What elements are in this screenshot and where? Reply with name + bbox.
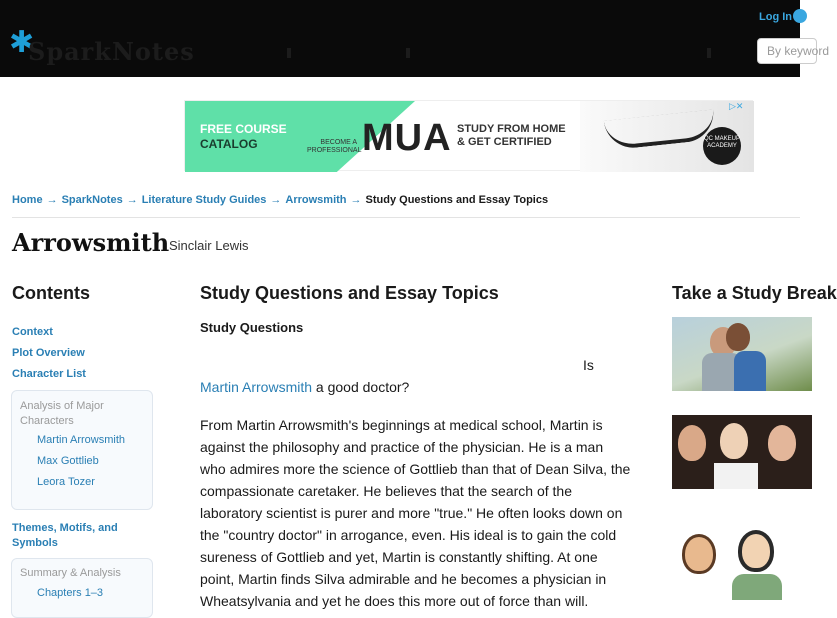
ad-study-text: STUDY FROM HOME & GET CERTIFIED: [457, 123, 566, 148]
search-input[interactable]: By keyword: [757, 38, 817, 64]
breadcrumb-home[interactable]: Home: [12, 194, 43, 206]
illustration-image: [682, 534, 716, 574]
breadcrumb-arrowsmith[interactable]: Arrowsmith: [285, 194, 347, 206]
section-heading: Study Questions: [200, 320, 304, 335]
nav-divider: [406, 48, 410, 58]
advertisement-banner[interactable]: [184, 100, 753, 171]
sidebar-group-summary: [11, 558, 153, 618]
sidebar-item-character-list[interactable]: Character List: [12, 368, 86, 380]
illustration-image: [732, 574, 782, 600]
breadcrumb-arrow-icon: →: [126, 194, 138, 206]
person-image: [768, 425, 796, 461]
breadcrumb-literature-guides[interactable]: Literature Study Guides: [141, 194, 267, 206]
ad-free-course-text: FREE COURSE CATALOG: [200, 122, 287, 151]
illustration-image: [738, 530, 774, 572]
ad-choices-icon[interactable]: ▷✕: [729, 101, 744, 111]
person-image: [726, 323, 750, 351]
question-character-link[interactable]: Martin Arrowsmith: [200, 379, 313, 395]
nav-divider: [287, 48, 291, 58]
sidebar-group-heading[interactable]: Analysis of Major Characters: [20, 400, 104, 427]
breadcrumb: [12, 194, 548, 206]
answer-paragraph: From Martin Arrowsmith's beginnings at medical school, Martin is against the philosophy and practice of the physician. He is a man who admires more the science of Gottlieb than that of Dean Silva, the compassionate caretaker. He believes that the search of the laboratory scientist is purer and more "true." He often looks down on the "country doctor" in arrogance, even. His ideal is to gain the cold sureness of Gottlieb and yet, Martin is constantly shifting. At one point, Martin finds Silva admirable and he becomes a physician in Wheatsylvania and yet he does this more out of force than will.: [200, 417, 631, 609]
sidebar-item-chapters-1-3[interactable]: Chapters 1–3: [37, 587, 104, 599]
sidebar-item-max-gottlieb[interactable]: Max Gottlieb: [37, 455, 99, 467]
sidebar-group-analysis: [11, 390, 153, 510]
ad-qc-badge: QC MAKEUP ACADEMY: [703, 127, 741, 165]
study-break-heading: Take a Study Break: [672, 283, 837, 303]
study-break-thumbnail[interactable]: [672, 415, 812, 489]
person-image: [720, 423, 748, 459]
breadcrumb-arrow-icon: →: [350, 194, 362, 206]
top-navigation-bar: [0, 0, 830, 77]
nav-divider: [707, 48, 711, 58]
sidebar-item-themes[interactable]: Themes, Motifs, and Symbols: [12, 522, 118, 549]
ad-become-text: BECOME A PROFESSIONAL: [307, 139, 362, 154]
ad-mua-text: MUA: [362, 117, 452, 159]
person-image: [678, 425, 706, 461]
question-is-text: Is: [583, 357, 594, 373]
person-image: [734, 351, 766, 391]
sidebar-item-martin-arrowsmith[interactable]: Martin Arrowsmith: [37, 434, 126, 446]
study-question: Martin Arrowsmith a good doctor?: [200, 379, 410, 395]
user-icon[interactable]: [793, 9, 807, 23]
person-image: [714, 463, 758, 489]
book-author[interactable]: Sinclair Lewis: [169, 238, 249, 253]
sidebar-item-leora-tozer[interactable]: Leora Tozer: [37, 476, 95, 488]
sparknotes-star-icon[interactable]: ✱: [9, 25, 35, 60]
contents-heading: Contents: [12, 283, 90, 303]
book-title: Arrowsmith: [12, 228, 170, 257]
breadcrumb-arrow-icon: →: [46, 194, 58, 206]
sidebar-item-context[interactable]: Context: [12, 326, 53, 338]
study-break-thumbnail[interactable]: [672, 514, 812, 600]
breadcrumb-current: Study Questions and Essay Topics: [365, 194, 549, 206]
site-logo[interactable]: SparkNotes: [28, 37, 195, 66]
study-break-thumbnail[interactable]: [672, 317, 812, 391]
breadcrumb-sparknotes[interactable]: SparkNotes: [61, 194, 123, 206]
page-title: Study Questions and Essay Topics: [200, 283, 499, 303]
breadcrumb-arrow-icon: →: [270, 194, 282, 206]
sidebar-group-heading[interactable]: Summary & Analysis: [20, 567, 121, 579]
divider: [12, 217, 800, 218]
login-link[interactable]: Log In: [759, 11, 792, 23]
sidebar-item-plot-overview[interactable]: Plot Overview: [12, 347, 85, 359]
